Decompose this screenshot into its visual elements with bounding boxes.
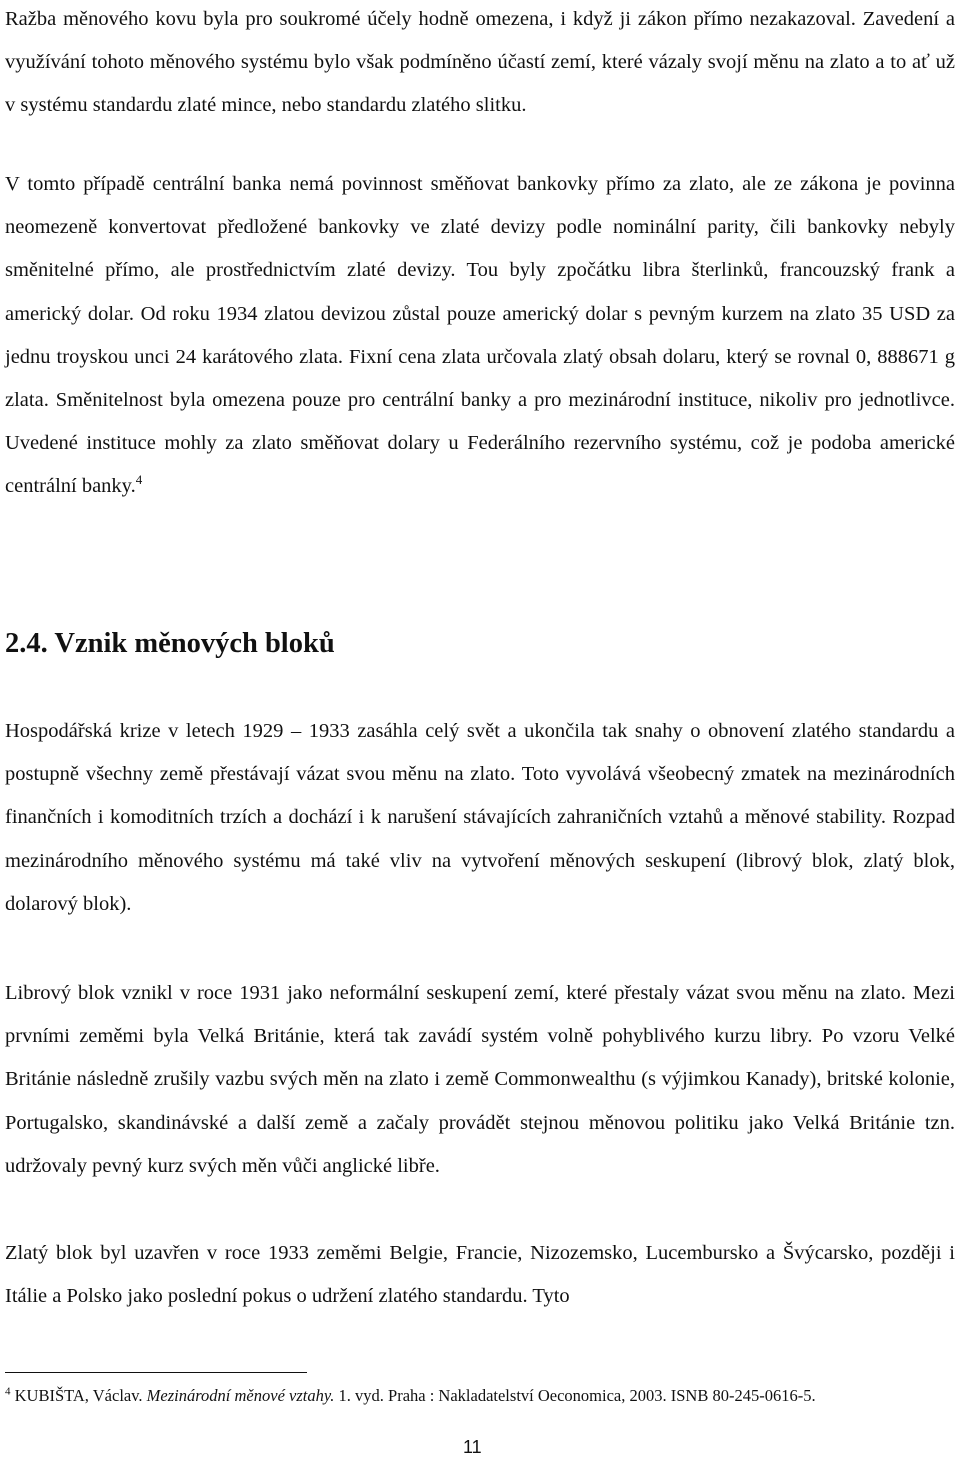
paragraph-gold-coinage (5, 0, 955, 128)
footnote-reference[interactable]: 4 (135, 472, 143, 488)
page-number: 11 (463, 1437, 482, 1457)
footnote-details: 1. vyd. Praha : Nakladatelství Oeconomica, 2003. ISNB 80-245-0616-5. (334, 1386, 816, 1405)
paragraph-economic-crisis (5, 710, 955, 926)
paragraph-gold-bloc (5, 1232, 955, 1318)
paragraph-text: Librový blok vznikl v roce 1931 jako neformální seskupení zemí, které přestaly vázat svou měnu na zlato. Mezi prvními zeměmi byla Velká Británie, která tak zavádí systém volně pohyblivého kurzu libry. Po vzoru Velké Británie následně zrušily vazbu svých měn na zlato i země Commonwealthu (s výjimkou Kanady), britské kolonie, Portugalsko, skandinávské a další země a začaly provádět stejnou měnovou politiku jako Velká Británie tzn. udržovaly pevný kurz svých měn vůči anglické libře. (5, 982, 955, 1177)
document-page (5, 0, 955, 1456)
section-heading: 2.4. Vznik měnových bloků (5, 628, 335, 659)
footnote-book-title: Mezinárodní měnové vztahy. (146, 1386, 335, 1405)
footnote-author: KUBIŠTA, Václav. (10, 1386, 147, 1405)
paragraph-text: V tomto případě centrální banka nemá povinnost směňovat bankovky přímo za zlato, ale ze zákona je povinna neomezeně konvertovat předložené bankovky ve zlaté devizy podle nominální parity, čili bankovky nebyly směnitelné přímo, ale prostřednictvím zlaté devizy. Tou byly zpočátku libra šterlinků, francouzský frank a americký dolar. Od roku 1934 zlatou devizou zůstal pouze americký dolar s pevným kurzem na zlato 35 USD za jednu troyskou unci 24 karátového zlata. Fixní cena zlata určovala zlatý obsah dolaru, který se rovnal 0, 888671 g zlata. Směnitelnost byla omezena pouze pro centrální banky a pro mezinárodní instituce, nikoliv pro jednotlivce. Uvedené instituce mohly za zlato směňovat dolary u Federálního rezervního systému, což je podoba americké centrální banky. (5, 173, 955, 498)
paragraph-gold-exchange-standard (5, 163, 955, 509)
paragraph-sterling-bloc (5, 972, 955, 1188)
paragraph-text: Zlatý blok byl uzavřen v roce 1933 zeměmi Belgie, Francie, Nizozemsko, Lucembursko a Švýcarsko, později i Itálie a Polsko jako poslední pokus o udržení zlatého standardu. Tyto (5, 1242, 955, 1308)
paragraph-text: Hospodářská krize v letech 1929 – 1933 zasáhla celý svět a ukončila tak snahy o obnovení zlatého standardu a postupně všechny země přestávají vázat svou měnu na zlato. Toto vyvolává všeobecný zmatek na mezinárodních finančních i komoditních trzích a dochází i k narušení stávajících zahraničních vztahů a měnové stability. Rozpad mezinárodního měnového systému má také vliv na vytvoření měnových seskupení (librový blok, zlatý blok, dolarový blok). (5, 720, 955, 915)
footnote-separator (5, 1372, 307, 1373)
footnote-number: 4 (5, 1385, 11, 1398)
paragraph-text: Ražba měnového kovu byla pro soukromé účely hodně omezena, i když ji zákon přímo nezakazoval. Zavedení a využívání tohoto měnového systému bylo však podmíněno účastí zemí, které vázaly svojí měnu na zlato a to ať už v systému standardu zlaté mince, nebo standardu zlatého slitku. (5, 8, 955, 117)
footnote (5, 1383, 945, 1409)
